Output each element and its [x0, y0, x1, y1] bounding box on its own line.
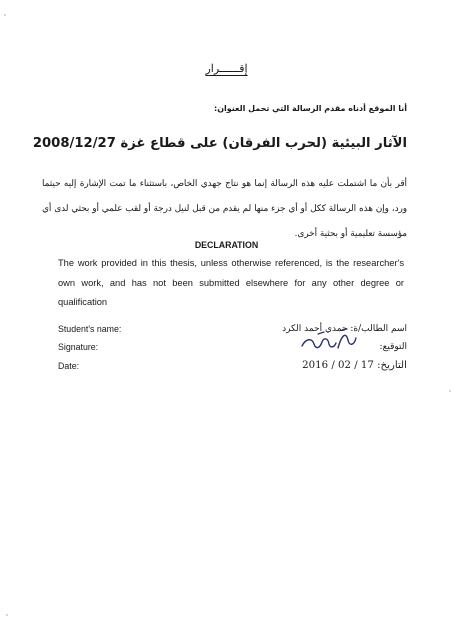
- arabic-declaration-paragraph: أقر بأن ما اشتملت عليه هذه الرسالة إنما هو نتاج جهدي الخاص، باستثناء ما تمت الإشارة إليه حيثما ورد، وإن هذه الرسالة ككل أو أي جزء منها لم يقدم من قبل لنيل درجة أو لقب علمي أو بحثي لدى أي مؤسسة تعليمية أو بحثية أخرى.: [42, 179, 407, 239]
- arabic-thesis-title: الآثار البيئية (لحرب الفرقان) على قطاع غزة 2008/12/27: [32, 136, 407, 151]
- signature-label: Signature:: [58, 342, 99, 352]
- arabic-student-name: اسم الطالب/ة: حمدي أحمد الكرد: [282, 324, 407, 334]
- arabic-intro: أنا الموقع أدناه مقدم الرسالة التي تحمل العنوان:: [214, 104, 407, 113]
- arabic-date: التاريخ: 17 / 02 / 2016: [302, 360, 407, 371]
- english-declaration-text: The work provided in this thesis, unless otherwise referenced, is the researcher's own work, and has not been submitted elsewhere for any other degree or qualification: [58, 258, 404, 307]
- scan-speck: [6, 614, 8, 616]
- date-label: Date:: [58, 361, 80, 371]
- english-heading: DECLARATION: [194, 240, 259, 250]
- arabic-signature-label: التوقيع:: [379, 342, 407, 352]
- scan-speck: [449, 390, 451, 392]
- arabic-heading: إقــــــرار: [205, 62, 248, 75]
- student-name-label: Student's name:: [58, 324, 122, 334]
- scan-speck: [4, 14, 6, 16]
- handwritten-signature: [298, 326, 360, 354]
